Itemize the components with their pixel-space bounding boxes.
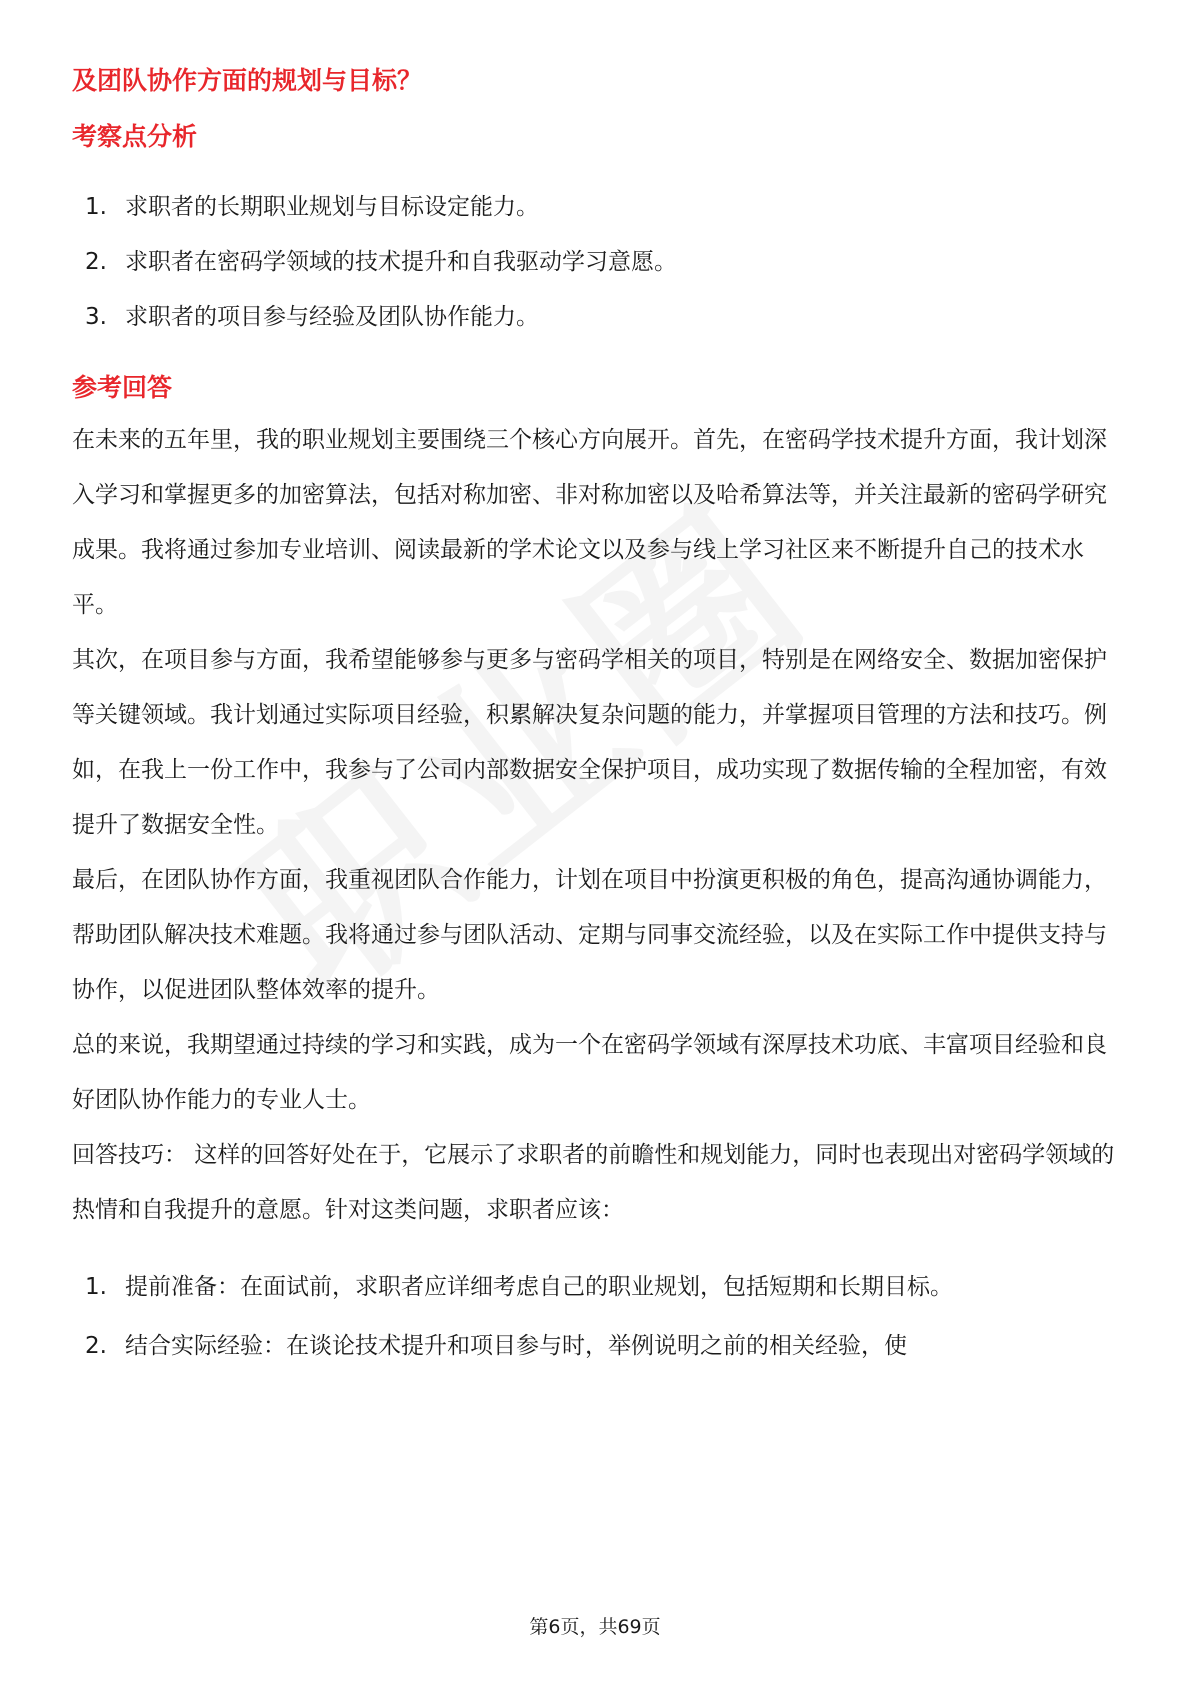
list-item-number: 3. xyxy=(85,304,107,330)
answer-paragraph: 其次，在项目参与方面，我希望能够参与更多与密码学相关的项目，特别是在网络安全、数据加密保护等关键领域。我计划通过实际项目经验，积累解决复杂问题的能力，并掌握项目管理的方法和技巧。例如，在我上一份工作中，我参与了公司内部数据安全保护项目，成功实现了数据传输的全程加密，有效提升了数据安全性。 xyxy=(72,647,1107,838)
list-item-number: 2. xyxy=(85,249,107,275)
answer-paragraph: 最后，在团队协作方面，我重视团队合作能力，计划在项目中扮演更积极的角色，提高沟通协调能力，帮助团队解决技术难题。我将通过参与团队活动、定期与同事交流经验，以及在实际工作中提供支持与协作，以促进团队整体效率的提升。 xyxy=(72,867,1107,1003)
list-item-text: 提前准备：在面试前，求职者应详细考虑自己的职业规划，包括短期和长期目标。 xyxy=(125,1274,953,1300)
list-item-number: 1. xyxy=(85,194,107,220)
tips-list xyxy=(72,1260,1122,1374)
list-item xyxy=(72,1260,1122,1315)
list-item-text: 求职者的项目参与经验及团队协作能力。 xyxy=(125,304,539,330)
list-item xyxy=(72,180,1122,235)
question-title-continued: 及团队协作方面的规划与目标？ xyxy=(72,66,423,95)
answer-heading: 参考回答 xyxy=(72,373,173,402)
page-content xyxy=(72,56,1122,1378)
list-item-text: 结合实际经验：在谈论技术提升和项目参与时，举例说明之前的相关经验，使 xyxy=(125,1333,907,1359)
analysis-list xyxy=(72,180,1122,345)
list-item-text: 求职者的长期职业规划与目标设定能力。 xyxy=(125,194,539,220)
list-item-number: 1. xyxy=(85,1274,107,1300)
list-item xyxy=(72,235,1122,290)
answer-paragraph: 总的来说，我期望通过持续的学习和实践，成为一个在密码学领域有深厚技术功底、丰富项目经验和良好团队协作能力的专业人士。 xyxy=(72,1032,1107,1113)
tips-paragraph: 回答技巧： 这样的回答好处在于，它展示了求职者的前瞻性和规划能力，同时也表现出对密码学领域的热情和自我提升的意愿。针对这类问题，求职者应该： xyxy=(72,1142,1115,1223)
answer-paragraph: 在未来的五年里，我的职业规划主要围绕三个核心方向展开。首先，在密码学技术提升方面，我计划深入学习和掌握更多的加密算法，包括对称加密、非对称加密以及哈希算法等，并关注最新的密码学研究成果。我将通过参加专业培训、阅读最新的学术论文以及参与线上学习社区来不断提升自己的技术水平。 xyxy=(72,427,1107,618)
list-item-text: 求职者在密码学领域的技术提升和自我驱动学习意愿。 xyxy=(125,249,677,275)
analysis-heading: 考察点分析 xyxy=(72,122,198,151)
page-number-footer: 第6页，共69页 xyxy=(529,1616,661,1638)
list-item-number: 2. xyxy=(85,1333,107,1359)
list-item xyxy=(72,1319,1122,1374)
list-item xyxy=(72,290,1122,345)
